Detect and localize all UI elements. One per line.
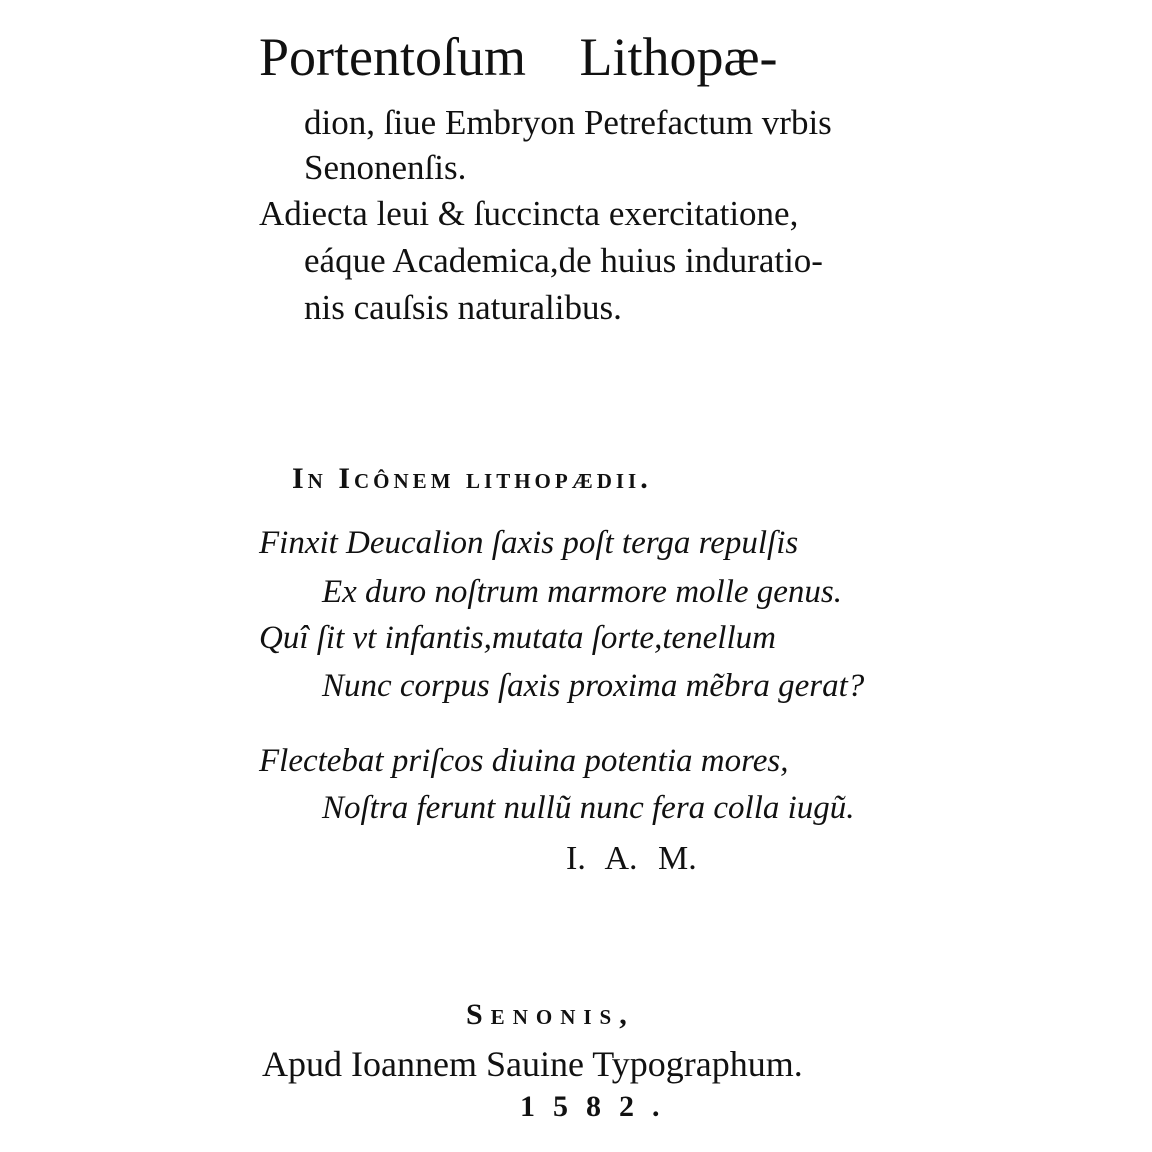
poem-heading: In Icônem lithopædii. bbox=[292, 462, 652, 495]
verse-line: Nunc corpus ſaxis proxima mẽbra gerat? bbox=[322, 668, 865, 704]
verse-line: Quî ſit vt infantis,mutata ſorte,tenellum bbox=[259, 620, 776, 656]
title-line-3: Senonenſis. bbox=[304, 148, 467, 187]
title-line-1: Portentoſum Lithopæ- bbox=[259, 27, 778, 87]
title-line-4: Adiecta leui & ſuccincta exercitatione, bbox=[259, 194, 799, 233]
imprint-year: 1582. bbox=[520, 1090, 678, 1123]
poem-signature: I. A. M. bbox=[566, 840, 697, 877]
verse-line: Ex duro noſtrum marmore molle genus. bbox=[322, 574, 843, 610]
verse-line: Noſtra ferunt nullũ nunc fera colla iugũ. bbox=[322, 790, 855, 826]
title-line-2: dion, ſiue Embryon Petrefactum vrbis bbox=[304, 103, 832, 142]
imprint-printer: Apud Ioannem Sauine Typographum. bbox=[262, 1044, 803, 1084]
title-line-6: nis cauſsis naturalibus. bbox=[304, 288, 622, 327]
verse-line: Flectebat priſcos diuina potentia mores, bbox=[259, 743, 789, 779]
imprint-city: Senonis, bbox=[466, 998, 635, 1031]
title-line-5: eáque Academica,de huius induratio- bbox=[304, 241, 823, 280]
verse-line: Finxit Deucalion ſaxis poſt terga repulſis bbox=[259, 525, 799, 561]
